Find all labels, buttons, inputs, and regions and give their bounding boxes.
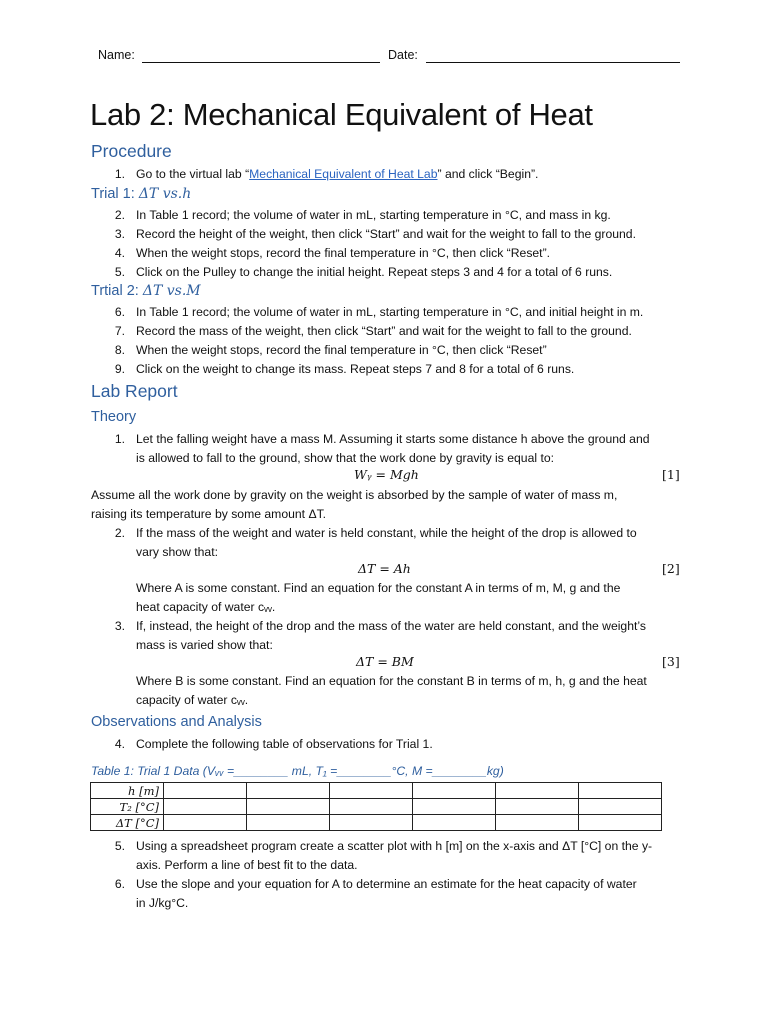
question-2-line-4: heat capacity of water cᵥᵥ. [136, 600, 276, 614]
step-text: When the weight stops, record the final temperature in °C, then click “Reset” [136, 343, 547, 357]
procedure-heading: Procedure [91, 141, 172, 161]
table-cell[interactable] [496, 799, 579, 815]
question-3-line-3: Where B is some constant. Find an equation for the constant B in terms of m, h, g and the heat [136, 674, 647, 688]
equation-3: ΔT = BM [356, 654, 414, 669]
question-3-line-4: capacity of water cᵥᵥ. [136, 693, 249, 707]
equation-1-number: [1] [662, 467, 680, 482]
step-number: 7. [114, 324, 125, 338]
table-cell[interactable] [330, 815, 413, 831]
assumption-line-1: Assume all the work done by gravity on the weight is absorbed by the sample of water of mass m, [91, 488, 618, 502]
table-row-header: T₂ [°C] [91, 799, 164, 815]
question-1-line-2: is allowed to fall to the ground, show that the work done by gravity is equal to: [136, 451, 554, 465]
table-row [91, 783, 662, 799]
step-number: 9. [114, 362, 125, 376]
table-row [91, 815, 662, 831]
trial-1-data-table [90, 782, 662, 831]
step-text: In Table 1 record; the volume of water in mL, starting temperature in °C, and initial height in m. [136, 305, 644, 319]
step-number: 6. [114, 305, 125, 319]
assumption-line-2: raising its temperature by some amount ΔT. [91, 507, 327, 521]
question-2-line-1: If the mass of the weight and water is held constant, while the height of the drop is allowed to [136, 526, 637, 540]
table-caption: Table 1: Trial 1 Data (Vᵥᵥ =________ mL, T₁ =________°C, M =________kg) [91, 764, 504, 778]
table-cell[interactable] [247, 799, 330, 815]
question-number: 5. [114, 839, 125, 853]
table-cell[interactable] [164, 783, 247, 799]
table-cell[interactable] [579, 799, 662, 815]
question-2-line-3: Where A is some constant. Find an equation for the constant A in terms of m, M, g and the [136, 581, 621, 595]
step-number: 5. [114, 265, 125, 279]
question-number: 2. [114, 526, 125, 540]
table-cell[interactable] [496, 815, 579, 831]
table-cell[interactable] [247, 815, 330, 831]
step-number: 8. [114, 343, 125, 357]
page-title: Lab 2: Mechanical Equivalent of Heat [90, 97, 593, 132]
table-cell[interactable] [579, 815, 662, 831]
step-1-text: Go to the virtual lab “Mechanical Equivalent of Heat Lab” and click “Begin”. [136, 167, 539, 181]
step-text: Click on the Pulley to change the initial height. Repeat steps 3 and 4 for a total of 6 runs. [136, 265, 613, 279]
table-cell[interactable] [164, 799, 247, 815]
step-text: Record the mass of the weight, then click “Start” and wait for the weight to fall to the ground. [136, 324, 632, 338]
question-4-text: Complete the following table of observations for Trial 1. [136, 737, 433, 751]
date-label: Date: [388, 48, 418, 62]
step-number: 3. [114, 227, 125, 241]
observations-heading: Observations and Analysis [91, 714, 262, 730]
table-cell[interactable] [413, 783, 496, 799]
theory-heading: Theory [91, 409, 137, 425]
step-number: 2. [114, 208, 125, 222]
question-3-line-1: If, instead, the height of the drop and the mass of the water are held constant, and the weight’s [136, 619, 646, 633]
step-text: Record the height of the weight, then click “Start” and wait for the weight to fall to the ground. [136, 227, 636, 241]
table-cell[interactable] [330, 799, 413, 815]
table-cell[interactable] [413, 815, 496, 831]
name-field[interactable] [142, 62, 380, 63]
step-number: 4. [114, 246, 125, 260]
equation-1: Wᵧ = Mgh [354, 467, 419, 482]
equation-2-number: [2] [662, 561, 680, 576]
table-row [91, 799, 662, 815]
table-row-header: h [m] [91, 783, 164, 799]
question-number: 3. [114, 619, 125, 633]
table-cell[interactable] [330, 783, 413, 799]
question-6-line-2: in J/kg°C. [136, 896, 189, 910]
virtual-lab-link[interactable]: Mechanical Equivalent of Heat Lab [249, 167, 438, 181]
step-text: In Table 1 record; the volume of water in mL, starting temperature in °C, and mass in kg. [136, 208, 611, 222]
lab-report-heading: Lab Report [91, 381, 178, 401]
question-6-line-1: Use the slope and your equation for A to determine an estimate for the heat capacity of water [136, 877, 637, 891]
table-cell[interactable] [247, 783, 330, 799]
trial-1-heading: Trial 1: ΔT vs.h [91, 186, 192, 202]
question-5-line-1: Using a spreadsheet program create a scatter plot with h [m] on the x-axis and ΔT [°C] on the y- [136, 839, 653, 853]
question-3-line-2: mass is varied show that: [136, 638, 273, 652]
question-number: 1. [114, 432, 125, 446]
question-5-line-2: axis. Perform a line of best fit to the data. [136, 858, 358, 872]
trial-2-heading: Trtial 2: ΔT vs.M [91, 283, 201, 299]
table-cell[interactable] [164, 815, 247, 831]
name-label: Name: [98, 48, 135, 62]
step-text: When the weight stops, record the final temperature in °C, then click “Reset”. [136, 246, 551, 260]
step-text: Click on the weight to change its mass. Repeat steps 7 and 8 for a total of 6 runs. [136, 362, 575, 376]
table-cell[interactable] [496, 783, 579, 799]
table-cell[interactable] [413, 799, 496, 815]
table-cell[interactable] [579, 783, 662, 799]
step-number: 1. [114, 167, 125, 181]
date-field[interactable] [426, 62, 680, 63]
question-1-line-1: Let the falling weight have a mass M. Assuming it starts some distance h above the ground and [136, 432, 650, 446]
question-number: 6. [114, 877, 125, 891]
equation-3-number: [3] [662, 654, 680, 669]
question-2-line-2: vary show that: [136, 545, 218, 559]
table-row-header: ΔT [°C] [91, 815, 164, 831]
question-number: 4. [114, 737, 125, 751]
equation-2: ΔT = Ah [358, 561, 411, 576]
